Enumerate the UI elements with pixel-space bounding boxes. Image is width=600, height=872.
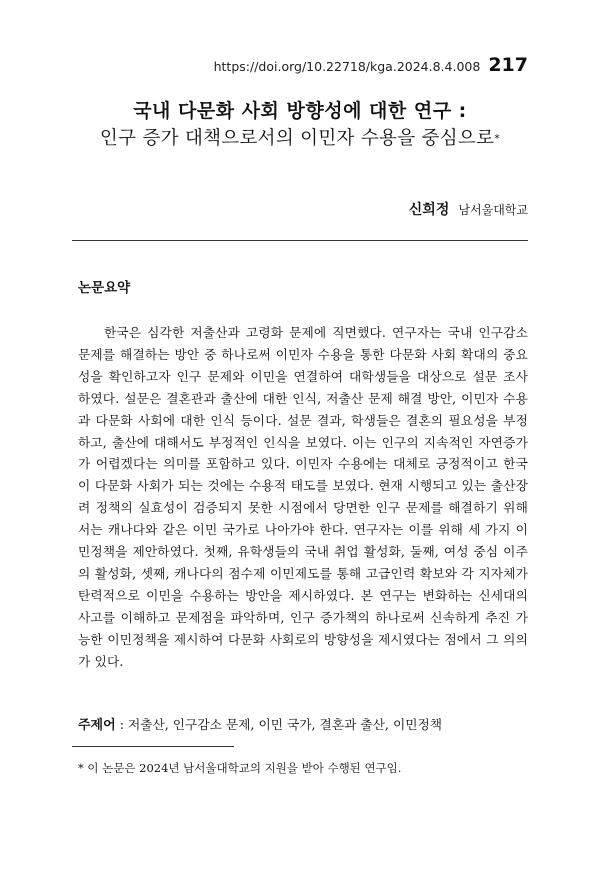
paper-subtitle-text: 인구 증가 대책으로서의 이민자 수용을 중심으로 [99,128,495,149]
header-divider [72,240,528,241]
author-affiliation: 남서울대학교 [458,203,528,217]
paper-subtitle [0,124,600,150]
author-name: 신희정 [408,202,450,218]
author-block [409,199,528,219]
abstract-heading: 논문요약 [78,280,131,296]
title-footnote-marker: * [494,132,501,145]
doi-link[interactable]: https://doi.org/10.22718/kga.2024.8.4.008 [213,59,481,74]
abstract-body: 한국은 심각한 저출산과 고령화 문제에 직면했다. 연구자는 국내 인구감소 문제를 해결하는 방안 중 하나로써 이민자 수용을 통한 다문화 사회 확대의 중요성을 확인하고자 인구 문제와 이민을 연결하여 대학생들을 대상으로 설문 조사 하였다. 설문은 결혼관과 출산에 대한 인식, 저출산 문제 해결 방안, 이민자 수용과 다문화 사회에 대한 인식 등이다. 설문 결과, 학생들은 결혼의 필요성을 부정하고, 출산에 대해서도 부정적인 인식을 보였다. 이는 인구의 지속적인 자연증가가 어렵겠다는 의미를 포함하고 있다. 이민자 수용에는 대체로 긍정적이고 한국이 다문화 사회가 되는 것에는 수용적 태도를 보였다. 현재 시행되고 있는 출산장려 정책의 실효성이 검증되지 못한 시점에서 당면한 인구 문제를 해결하기 위해서는 캐나다와 같은 이민 국가로 나아가야 한다. 연구자는 이를 위해 세 가지 이민정책을 제안하였다. 첫째, 유학생들의 국내 취업 활성화, 둘째, 여성 중심 이주의 활성화, 셋째, 캐나다의 점수제 이민제도를 통해 고급인력 확보와 각 지자체가 탄력적으로 이민을 수용하는 방안을 제시하였다. 본 연구는 변화하는 신세대의 사고를 이해하고 문제점을 파악하며, 인구 증가책의 하나로써 신속하게 추진 가능한 이민정책을 제시하여 다문화 사회로의 방향성을 제시였다는 점에서 그 의의가 있다. [78,325,528,669]
keywords-line [78,714,442,733]
paper-title: 국내 다문화 사회 방향성에 대한 연구 : [133,100,467,122]
footnote-divider [72,746,234,747]
keywords-list: 저출산, 인구감소 문제, 이민 국가, 결혼과 출산, 이민정책 [127,717,442,732]
page-number: 217 [488,54,528,76]
keywords-separator: : [119,717,124,732]
running-header [0,54,528,76]
keywords-label: 주제어 [78,718,116,733]
funding-footnote: * 이 논문은 2024년 남서울대학교의 지원을 받아 수행된 연구임. [78,761,402,775]
